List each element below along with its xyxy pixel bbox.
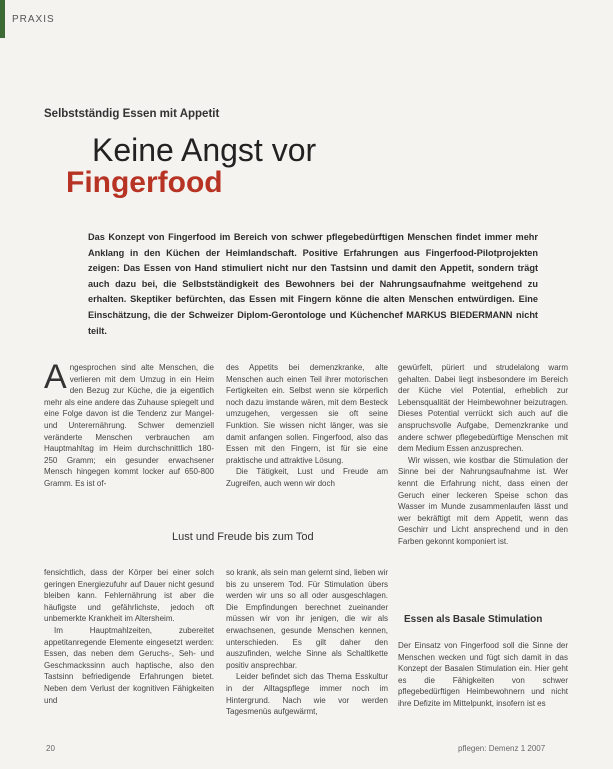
subheading-lust: Lust und Freude bis zum Tod xyxy=(172,531,314,543)
body-text: so krank, als sein man gelernt sind, lieben wir bis zu unserem Tod. Für Stimulation übers werden wir uns so all oder ausgeschlagen. Die Empfindungen berechnet zueinander müssen wir von ihr jenigen, die wir als erwachsenen, gesunde Menschen kennen, unterschieden. Es gilt daher den auszufinden, welche Sinne als Schaltlkette positiv ansprechbar. xyxy=(226,568,388,670)
body-text: fensichtlich, dass der Körper bei einer solch geringen Energiezufuhr auf Dauer nicht gesund bleiben kann. Fehlernährung ist aber die häufigste und gefährlichste, jedoch oft unbemerkte Krankheit im Altersheim. xyxy=(44,568,214,624)
column-1-bottom xyxy=(44,567,214,706)
section-label: PRAXIS xyxy=(12,14,55,25)
body-text: Leider befindet sich das Thema Esskultur in der Alltagspflege immer noch im Hintergrund. Nach wie vor werden Tagesmenüs aufgewärmt, xyxy=(226,672,388,717)
title-line-2: Fingerfood xyxy=(66,166,223,199)
magazine-footer: pflegen: Demenz 1 2007 xyxy=(458,744,546,753)
body-text: Im Hauptmahlzeiten, zubereitet appetitanregende Elemente eingesetzt werden: Essen, das neben dem Geruchs-, Seh- und Geschmackssinn auch haptische, also den Tastsinn befriedigende Erfahrungen bietet. Neben dem Verlust der kognitiven Fähigkeiten und xyxy=(44,625,214,705)
body-text: Wir wissen, wie kostbar die Stimulation der Sinne bei der Nahrungsaufnahme ist. Wer kennt die Erfahrung nicht, dass einen der Geruch einer leckeren Speise schon das Wasser im Munde zusammenlaufen lässt und wer bekräftigt mit dem Appetit, wenn das Geschirr und Licht ansprechend und in den Farben gekonnt komponiert ist. xyxy=(398,455,568,546)
column-1-top xyxy=(44,358,214,490)
body-text: des Appetits bei demenzkranke, alte Menschen auch einen Teil ihrer motorischen Fertigkeiten ein. Selbst wenn sie körperlich noch dazu imstande wären, mit dem Besteck umzugehen, vergessen sie oft seine Funktion. Sie wissen nicht länger, was sie damit anfangen sollen. Fingerfood, also das Essen mit den Fingern, ist für sie eine praktische und attraktive Lösung. xyxy=(226,363,388,465)
section-color-bar xyxy=(0,0,5,38)
lead-paragraph: Das Konzept von Fingerfood im Bereich von schwer pflegebedürftigen Menschen findet immer mehr Anklang in den Küchen der Heimlandschaft. Positive Erfahrungen aus Fingerfood-Pilotprojekten zeigen: Das Essen von Hand stimuliert nicht nur den Tastsinn und damit den Appetit, sondern trägt auch dazu bei, die Selbstständigkeit des Bewohners bei der Nahrungsaufnahme weitgehend zu erhalten. Skeptiker befürchten, das Essen mit Fingern könne die alten Menschen entwürdigen. Eine Einschätzung, die der Schweizer Diplom-Gerontologe und Küchenchef MARKUS BIEDERMANN nicht teilt. xyxy=(88,232,538,336)
title-line-1: Keine Angst vor xyxy=(92,132,317,168)
column-2-bottom xyxy=(226,567,388,718)
body-text: Die Tätigkeit, Lust und Freude am Zugreifen, auch wenn wir doch xyxy=(226,467,388,488)
kicker: Selbstständig Essen mit Appetit xyxy=(44,108,220,120)
column-3-bottom: Der Einsatz von Fingerfood soll die Sinne der Menschen wecken und fügt sich damit in das Konzept der Basalen Stimulation ein. Hier geht es die Fähigkeiten von schwer pflegebedürftigen Heimbewohnern und nicht ihre Defizite im Mittelpunkt, insofern ist es xyxy=(398,641,568,708)
column-2-top xyxy=(226,362,388,490)
page-number: 20 xyxy=(46,744,55,753)
body-text: ngesprochen sind alte Menschen, die verlieren mit dem Umzug in ein Heim den Bezug zur Küche, die ja eigentlich mehr als eine andere das Zuhause spiegelt und eine Folge davon ist die Tendenz zur Mangel- und Unterernährung. Schwer demenziell veränderte Menschen verbrauchen am Hauptmahltag im Heim durchschnittlich 180-250 Gramm; ein gesunder erwachsener Mensch hingegen kommt locker auf 650-800 Gramm. Es ist of- xyxy=(44,363,214,488)
column-3-top xyxy=(398,362,568,548)
drop-cap: A xyxy=(44,358,67,396)
body-text: gewürfelt, püriert und strudelalong warm gehalten. Dabei liegt insbesondere im Bereich der Küche viel Potential, erheblich zur Lebensqualität der Heimbewohner beizutragen. Dieses Potential verrückt sich auch auf die anspruchsvolle Aufgabe, Demenzkranke und andere schwer pflegebedürftige Menschen mit dem Medium Essen anzusprechen. xyxy=(398,363,568,454)
subheading-essen: Essen als Basale Stimulation xyxy=(404,614,543,625)
